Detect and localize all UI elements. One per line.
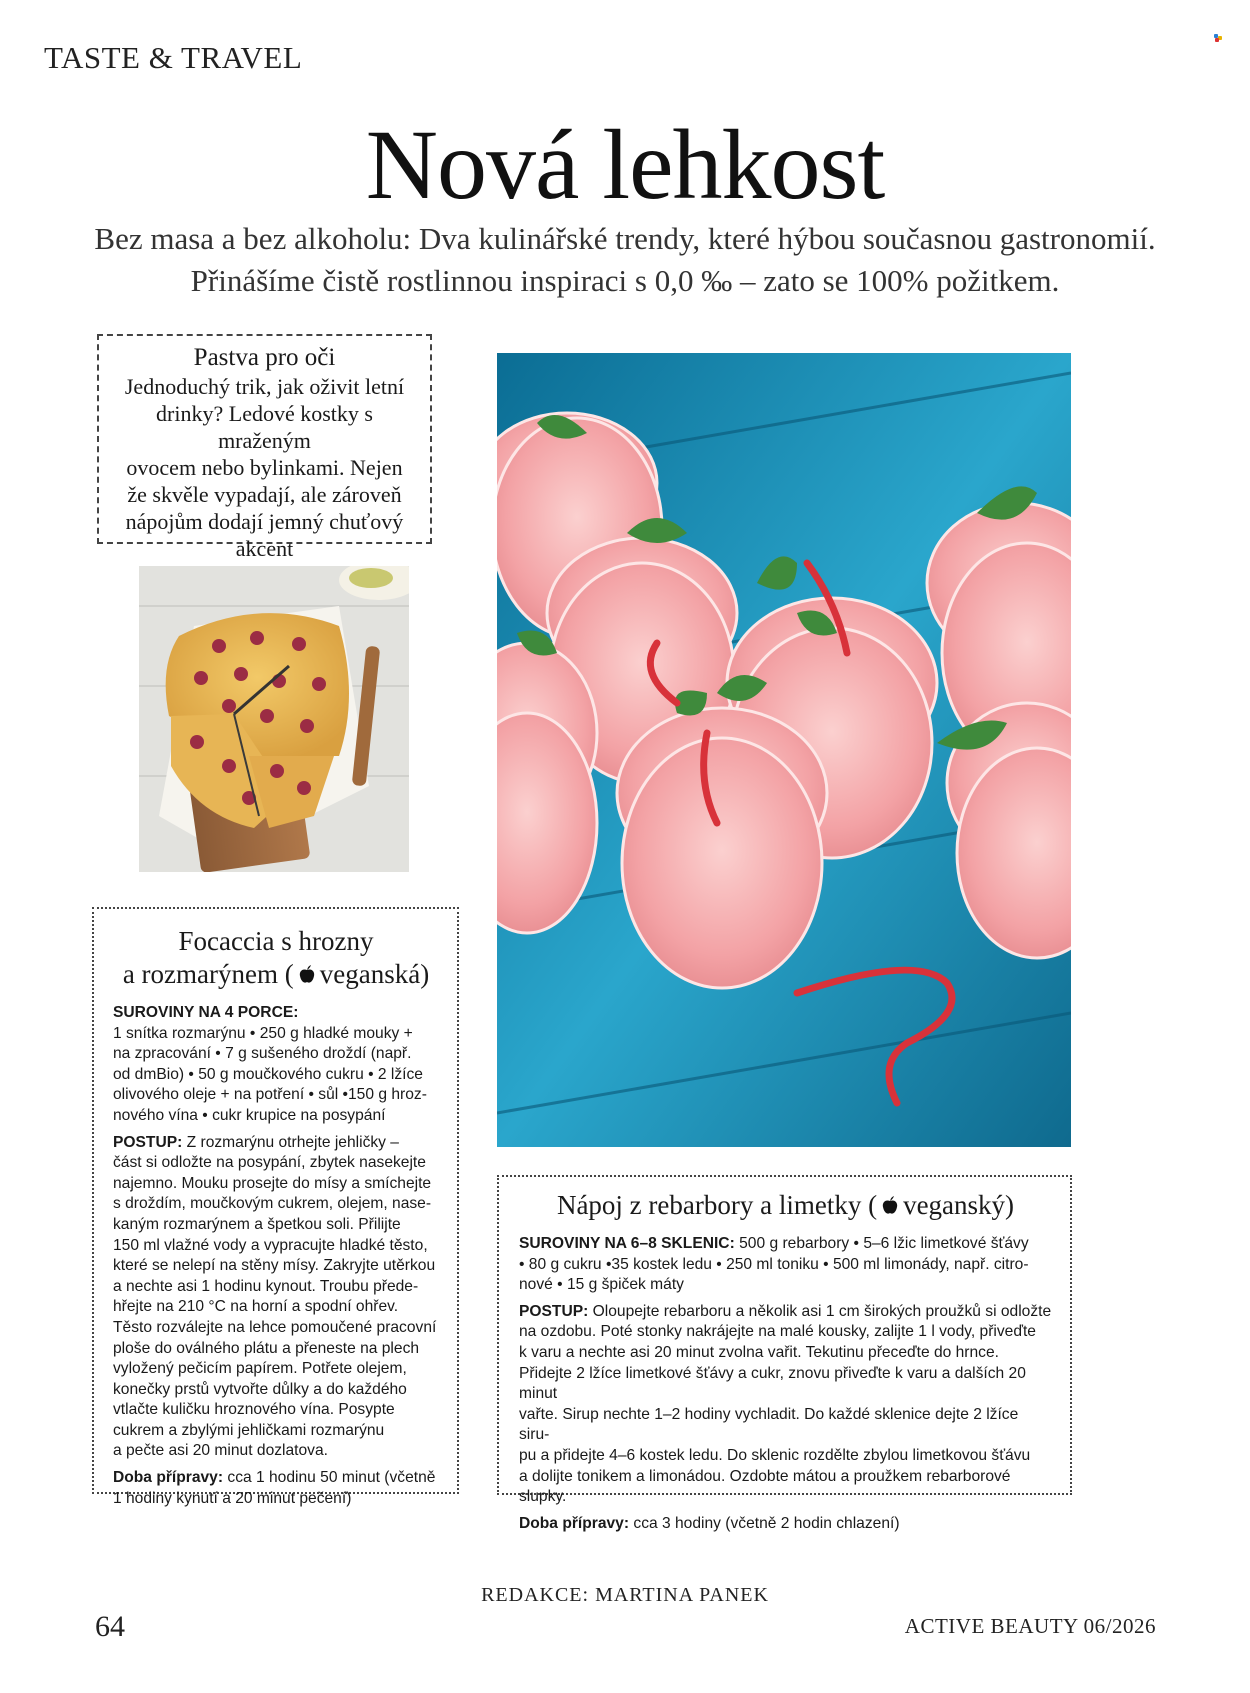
section-label: TASTE & TRAVEL	[44, 40, 303, 75]
focaccia-time	[113, 1468, 439, 1509]
drinks-photo	[497, 353, 1071, 1147]
method-line: Těsto rozválejte na lehce pomoučené pracovní	[113, 1318, 437, 1336]
ingredient-line: nové • 15 g špiček máty	[519, 1276, 684, 1294]
method-line: které se nelepí na stěny mísy. Zakryjte utěrkou	[113, 1257, 436, 1275]
method-line: pu a přidejte 4–6 kostek ledu. Do sklenic rozdělte zbylou limetkovou šťávu	[519, 1446, 1031, 1464]
ingredient-line: olivového oleje + na potření • sůl •150 g hroz-	[113, 1086, 427, 1104]
tip-title: Pastva pro oči	[193, 344, 336, 371]
ingredient-line: • 80 g cukru •35 kostek ledu • 250 ml toniku • 500 ml limonády, např. citro-	[519, 1255, 1029, 1273]
drink-time	[519, 1514, 1052, 1535]
drink-ingredients	[519, 1234, 1052, 1296]
focaccia-time-label: Doba přípravy:	[113, 1469, 224, 1487]
focaccia-vegan-label: veganská)	[319, 959, 430, 989]
focaccia-recipe	[92, 907, 459, 1507]
method-line: Oloupejte rebarboru a několik asi 1 cm širokých proužků si odložte	[588, 1302, 1052, 1320]
magazine-issue: ACTIVE BEAUTY 06/2026	[904, 1614, 1156, 1638]
method-line: a pečte asi 20 minut dozlatova.	[113, 1442, 328, 1460]
page-title: Nová lehkost	[365, 109, 885, 220]
subtitle-line-2: Přinášíme čistě rostlinnou inspiraci s 0,0 ‰ – zato se 100% požitkem.	[190, 263, 1060, 298]
method-line: hřejte na 210 °C na horní a spodní ohřev.	[113, 1298, 399, 1316]
method-line: konečky prstů vytvořte důlky a do každého	[113, 1380, 407, 1398]
ingredient-line: nového vína • cukr krupice na posypání	[113, 1106, 386, 1124]
method-line: na ozdobu. Poté stonky nakrájejte na malé kousky, zalijte 1 l vody, přiveďte	[519, 1323, 1036, 1341]
ingredient-line: od dmBio) • 50 g moučkového cukru • 2 lžíce	[113, 1065, 423, 1083]
tip-line: Jednoduchý trik, jak oživit letní	[124, 374, 405, 399]
method-line: vyložený pečicím papírem. Potřete olejem,	[113, 1360, 407, 1378]
focaccia-title-line-2: a rozmarýnem (	[122, 959, 294, 989]
tip-line: nápojům dodají jemný chuťový	[125, 509, 404, 534]
tip-line: akcent	[235, 536, 294, 561]
method-line: ploše do oválného plátu a přeneste na plech	[113, 1339, 420, 1357]
tip-box	[97, 334, 432, 561]
drink-title-text: Nápoj z rebarbory a limetky (	[556, 1190, 878, 1220]
drink-time-label: Doba přípravy:	[519, 1514, 630, 1532]
page-number: 64	[95, 1610, 125, 1643]
ingredient-line: 500 g rebarbory • 5–6 lžic limetkové šťávy	[734, 1235, 1029, 1252]
drinks-illustration	[497, 353, 1071, 1147]
time-line: cca 3 hodiny (včetně 2 hodin chlazení)	[629, 1514, 900, 1532]
method-line: a nechte asi 1 hodinu kynout. Troubu přede-	[113, 1277, 419, 1295]
tip-line: že skvěle vypadají, ale zároveň	[127, 482, 402, 507]
method-line: a dolijte tonikem a limonádou. Ozdobte mátou a proužkem rebarborové	[519, 1467, 1011, 1485]
apple-icon	[881, 1196, 899, 1216]
focaccia-method-label: POSTUP:	[113, 1133, 183, 1151]
method-line: Přidejte 2 lžíce limetkové šťávy a cukr, znovu přiveďte k varu a dalších 20 minut	[519, 1364, 1026, 1403]
drink-title	[519, 1189, 1052, 1222]
drink-vegan-label: veganský)	[903, 1190, 1015, 1220]
ingredient-line: 1 snítka rozmarýnu • 250 g hladké mouky +	[113, 1024, 413, 1042]
subtitle-line-1: Bez masa a bez alkoholu: Dva kulinářské trendy, které hýbou současnou gastronomií.	[94, 221, 1156, 256]
method-line: vařte. Sirup nechte 1–2 hodiny vychladit. Do každé sklenice dejte 2 lžíce siru-	[519, 1405, 1019, 1444]
focaccia-illustration	[139, 566, 409, 872]
drink-body	[519, 1234, 1052, 1534]
tip-line: ovocem nebo bylinkami. Nejen	[126, 455, 403, 480]
method-line: Z rozmarýnu otrhejte jehličky –	[182, 1133, 399, 1151]
tip-text	[99, 373, 430, 562]
method-line: vtlačte kuličku hroznového vína. Posypte	[113, 1401, 395, 1419]
focaccia-ingredients-label: SUROVINY NA 4 PORCE:	[113, 1004, 299, 1021]
focaccia-photo	[139, 566, 409, 872]
focaccia-title-line-1: Focaccia s hrozny	[178, 926, 374, 956]
drink-recipe	[497, 1175, 1072, 1532]
method-line: 150 ml vlažné vody a vypracujte hladké těsto,	[113, 1236, 428, 1254]
focaccia-ingredients	[113, 1003, 439, 1127]
method-line: cukrem a zbylými jehličkami rozmarýnu	[113, 1421, 385, 1439]
drink-method-label: POSTUP:	[519, 1302, 589, 1320]
apple-icon	[298, 965, 316, 985]
drink-ingredients-label: SUROVINY NA 6–8 SKLENIC:	[519, 1235, 735, 1252]
time-line: cca 1 hodinu 50 minut (včetně	[223, 1469, 436, 1487]
tip-line: drinky? Ledové kostky s mraženým	[156, 401, 373, 453]
subtitle	[40, 218, 1210, 302]
method-line: k varu a nechte asi 20 minut zvolna vařit. Tekutinu přeceďte do hrnce.	[519, 1343, 999, 1361]
editor-credit: REDAKCE: MARTINA PANEK	[481, 1584, 769, 1606]
focaccia-method	[113, 1133, 439, 1463]
method-line: slupky.	[519, 1488, 567, 1506]
focaccia-body	[113, 1003, 439, 1509]
method-line: s droždím, moučkovým cukrem, olejem, nase-	[113, 1195, 432, 1213]
method-line: kaným rozmarýnem a špetkou soli. Přilijte	[113, 1215, 401, 1233]
time-line: 1 hodiny kynutí a 20 minut pečení)	[113, 1489, 352, 1507]
method-line: najemno. Mouku prosejte do mísy a smíchejte	[113, 1174, 432, 1192]
drink-method	[519, 1302, 1052, 1508]
ingredient-line: na zpracování • 7 g sušeného droždí (např.	[113, 1045, 412, 1063]
method-line: část si odložte na posypání, zbytek nasekejte	[113, 1154, 426, 1172]
focaccia-title	[113, 925, 439, 991]
corner-mark	[1214, 34, 1224, 42]
